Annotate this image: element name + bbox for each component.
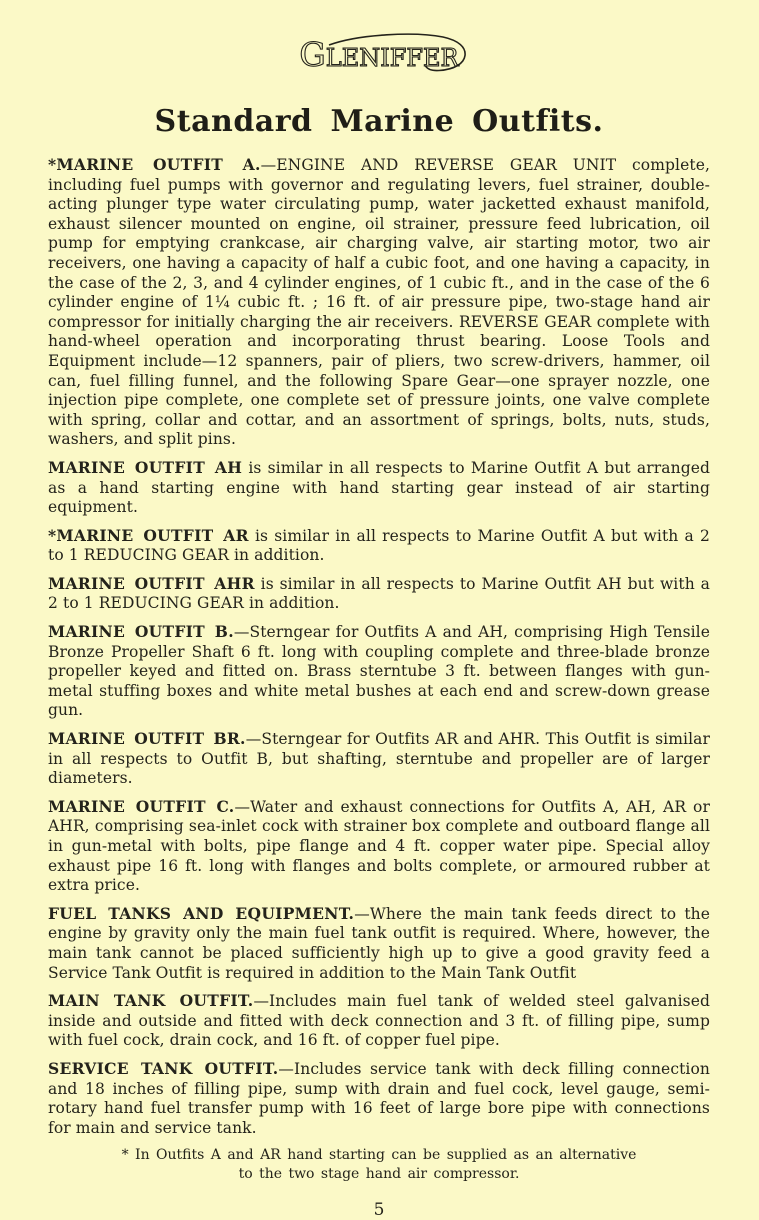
footnote-line-1: * In Outfits A and AR hand starting can be supplied as an alternative (121, 1147, 637, 1164)
paragraph-heading: FUEL TANKS AND EQUIPMENT. (48, 903, 355, 923)
paragraph-heading: SERVICE TANK OUTFIT. (48, 1058, 279, 1078)
paragraph-text: is similar in all respects to Marine Outfit AH but with a 2 to 1 REDUCING GEAR in addition. (48, 574, 710, 613)
paragraph-text: is similar in all respects to Marine Outfit A but arranged as a hand starting engine with hand starting gear instead of air starting equipment. (48, 458, 711, 517)
paragraph-marine-outfit-ahr (48, 574, 710, 614)
paragraph-heading: MARINE OUTFIT B. (48, 622, 234, 642)
paragraph-heading: *MARINE OUTFIT A. (48, 155, 261, 174)
paragraph-marine-outfit-ar (48, 526, 710, 566)
paragraph-text: is similar in all respects to Marine Outfit A but with a 2 to 1 REDUCING GEAR in addition. (48, 526, 711, 565)
logo-wordmark (299, 35, 459, 74)
paragraph-heading: MARINE OUTFIT AH (48, 457, 243, 477)
paragraph-marine-outfit-ah (48, 458, 710, 518)
paragraph-service-tank-outfit (48, 1059, 710, 1138)
document-body (48, 155, 710, 1138)
paragraph-text: —Where the main tank feeds direct to the engine by gravity only the main fuel tank outfit is required. Where, however, the main tank cannot be placed sufficiently high up to give a good gravity feed a Service Tank Outfit is required in addition to the Main Tank Outfit (48, 904, 710, 982)
logo-rest: LENIFFER (325, 44, 459, 72)
footnote-line-2: to the two stage hand air compressor. (238, 1166, 520, 1183)
paragraph-text: —Sterngear for Outfits A and AH, comprising High Tensile Bronze Propeller Shaft 6 ft. long with coupling complete and three-blade bronze propeller keyed and fitted on. Brass sterntube 3 ft. between flanges with gun-metal stuffing boxes and white metal bushes at each end and screw-down grease gun. (48, 623, 711, 720)
paragraph-heading: MARINE OUTFIT C. (48, 796, 235, 816)
paragraph-fuel-tanks-equipment (48, 904, 710, 983)
page-number: 5 (373, 1200, 385, 1220)
paragraph-text: —Includes main fuel tank of welded steel galvanised inside and outside and fitted with deck connection and 3 ft. of filling pipe, sump with fuel cock, drain cock, and 16 ft. of copper fuel pipe. (48, 992, 710, 1050)
paragraph-text: —ENGINE AND REVERSE GEAR UNIT complete, including fuel pumps with governor and regulating levers, fuel strainer, double-acting plunger type water circulating pump, water jacketted exhaust manifold, exhaust silencer mounted on engine, oil strainer, pressure feed lubrication, oil pump for emptying crankcase, air charging valve, air starting motor, two air receivers, one having a capacity of half a cubic foot, and one having a capacity, in the case of the 2, 3, and 4 cylinder engines, of 1 cubic ft., and in the case of the 6 cylinder engine of 1¼ cubic ft. ; 16 ft. of air pressure pipe, two-stage hand air compressor for initially charging the air receivers. REVERSE GEAR complete with hand-wheel operation and incorporating thrust bearing. Loose Tools and Equipment include—12 spanners, pair of pliers, two screw-drivers, hammer, oil can, fuel filling funnel, and the following Spare Gear—one sprayer nozzle, one injection pipe complete, one complete set of pressure joints, one valve complete with spring, collar and cottar, and an assortment of springs, bolts, nuts, studs, washers, and split pins. (48, 156, 711, 449)
paragraph-marine-outfit-c (48, 797, 710, 896)
paragraph-heading: *MARINE OUTFIT AR (48, 525, 249, 545)
gleniffer-logo (48, 30, 710, 80)
page-title: Standard Marine Outfits. (154, 104, 604, 139)
paragraph-heading: MARINE OUTFIT AHR (48, 573, 255, 593)
paragraph-main-tank-outfit (48, 991, 710, 1051)
paragraph-marine-outfit-br (48, 729, 710, 789)
paragraph-marine-outfit-a (48, 155, 710, 450)
paragraph-text: —Includes service tank with deck filling connection and 18 inches of filling pipe, sump with drain and fuel cock, level gauge, semi-rotary hand fuel transfer pump with 16 feet of large bore pipe with connections for main and service tank. (48, 1059, 711, 1137)
paragraph-text: —Sterngear for Outfits AR and AHR. This Outfit is similar in all respects to Outfit B, but shafting, sterntube and propeller are of larger diameters. (48, 730, 711, 788)
paragraph-marine-outfit-b (48, 622, 710, 721)
paragraph-text: —Water and exhaust connections for Outfits A, AH, AR or AHR, comprising sea-inlet cock with strainer box complete and outboard flange all in gun-metal with bolts, pipe flange and 4 ft. copper water pipe. Special alloy exhaust pipe 16 ft. long with flanges and bolts complete, or armoured rubber at extra price. (48, 797, 710, 895)
paragraph-heading: MAIN TANK OUTFIT. (48, 991, 254, 1011)
paragraph-heading: MARINE OUTFIT BR. (48, 729, 246, 749)
gleniffer-logo-graphic (287, 30, 471, 80)
logo-initial: G (299, 35, 326, 74)
footnote (48, 1146, 710, 1184)
